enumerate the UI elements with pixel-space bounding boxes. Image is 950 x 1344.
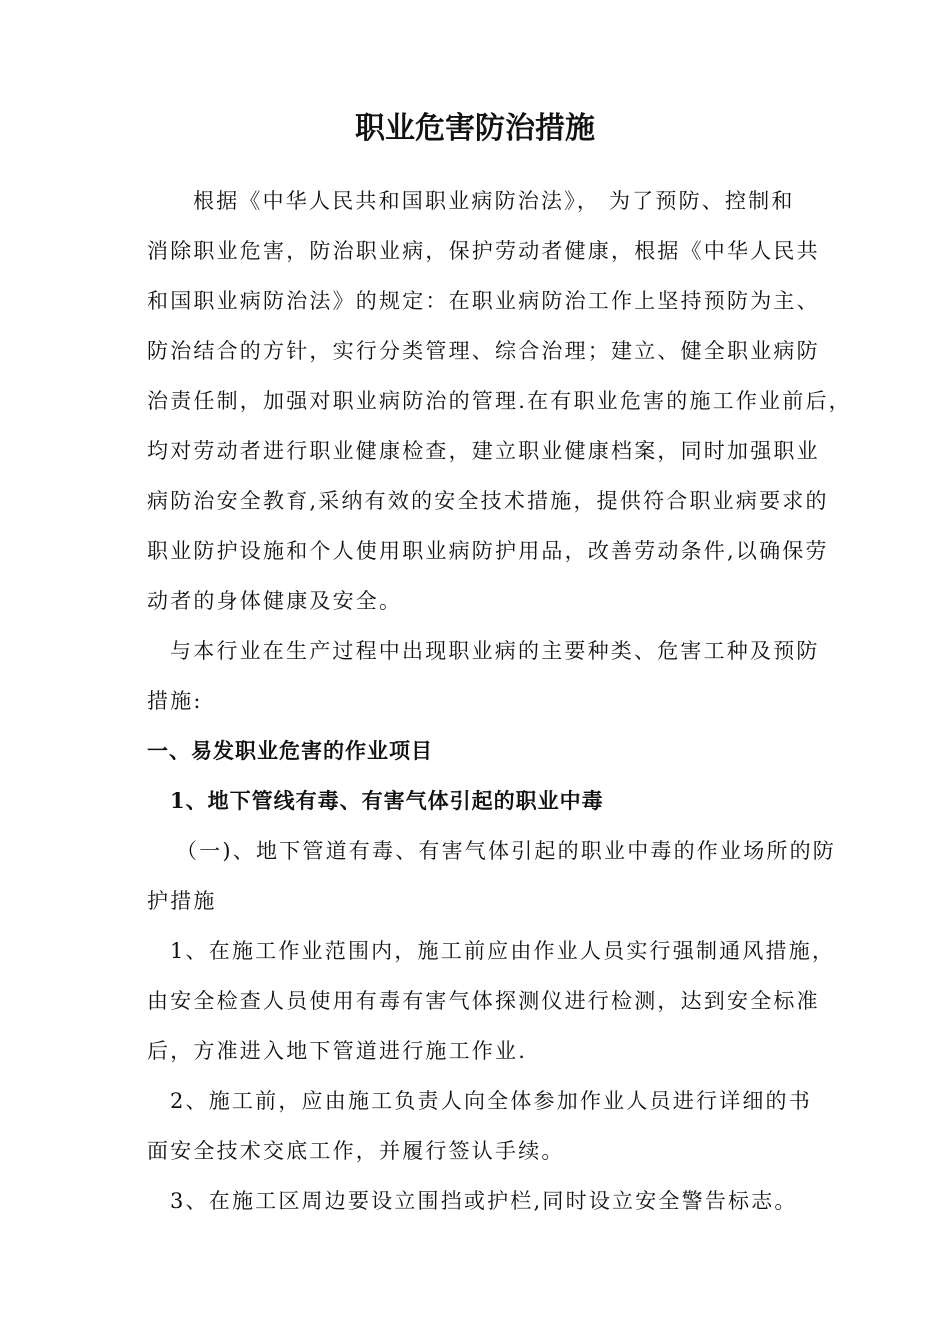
paragraph-line: （一)、地下管道有毒、有害气体引起的职业中毒的作业场所的防 [176,839,836,863]
paragraph-line: 消除职业危害，防治职业病，保护劳动者健康，根据《中华人民共 [147,239,820,263]
list-item-line: 2、施工前，应由施工负责人向全体参加作业人员进行详细的书 [170,1089,812,1113]
paragraph-line: 治责任制，加强对职业病防治的管理.在有职业危害的施工作业前后， [147,389,852,413]
subsection-heading: 1、地下管线有毒、有害气体引起的职业中毒 [170,788,604,813]
paragraph-line: 措施: [147,689,203,713]
paragraph-line: 职业防护设施和个人使用职业病防护用品，改善劳动条件,以确保劳 [147,539,829,563]
list-item-line: 面安全技术交底工作，并履行签认手续。 [147,1139,565,1163]
paragraph-line: 病防治安全教育,采纳有效的安全技术措施，提供符合职业病要求的 [147,489,829,513]
paragraph-line: 根据《中华人民共和国职业病防治法》， 为了预防、控制和 [193,189,795,213]
list-item-line: 后，方准进入地下管道进行施工作业. [147,1039,528,1063]
paragraph-line: 和国职业病防治法》的规定：在职业病防治工作上坚持预防为主、 [147,289,820,313]
paragraph-line: 与本行业在生产过程中出现职业病的主要种类、危害工种及预防 [170,639,820,663]
paragraph-line: 动者的身体健康及安全。 [147,589,403,613]
section-heading: 一、易发职业危害的作业项目 [147,738,433,763]
list-item-line: 1、在施工作业范围内，施工前应由作业人员实行强制通风措施， [170,939,836,963]
paragraph-line: 护措施 [147,889,217,913]
list-item-line: 3、在施工区周边要设立围挡或护栏,同时设立安全警告标志。 [170,1189,798,1213]
paragraph-line: 均对劳动者进行职业健康检查，建立职业健康档案，同时加强职业 [147,439,820,463]
list-item-line: 由安全检查人员使用有毒有害气体探测仪进行检测，达到安全标准 [147,989,820,1013]
paragraph-line: 防治结合的方针，实行分类管理、综合治理；建立、健全职业病防 [147,339,820,363]
document-title: 职业危害防治措施 [355,111,595,146]
